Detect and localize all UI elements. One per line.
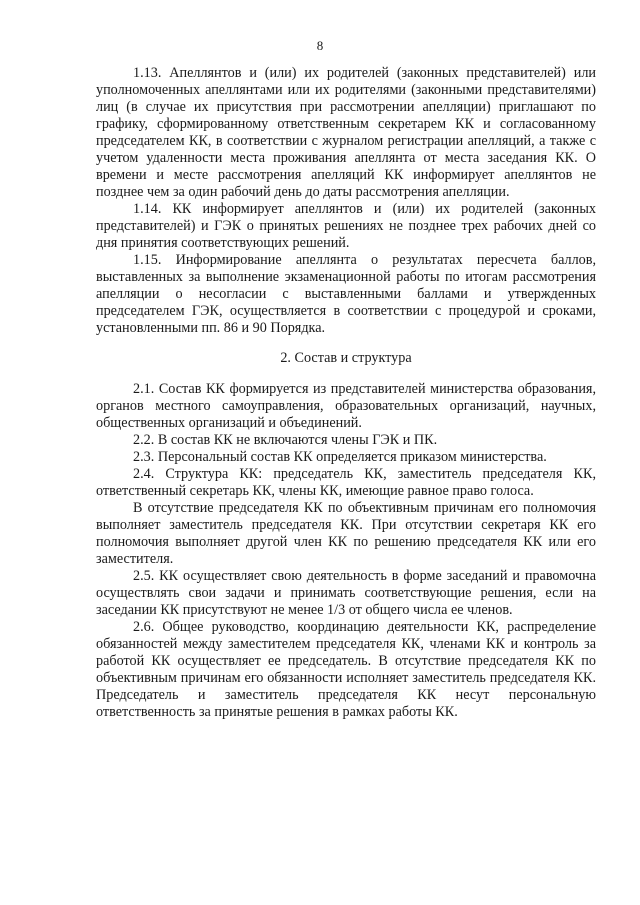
paragraph-2-6: 2.6. Общее руководство, координацию деятельности КК, распределение обязанностей между заместителем председателя КК, членами КК и контроль за работой КК осуществляет ее председатель. В отсутствие председателя КК по объективным причинам его обязанности исполняет заместитель председателя КК. Председатель и заместитель председателя КК несут персональную ответственность за принятые решения в рамках работы КК. [96,619,596,720]
section-heading: 2. Состав и структура [280,350,412,366]
page-number: 8 [316,38,324,53]
paragraph-2-4-absence: В отсутствие председателя КК по объективным причинам его полномочия выполняет заместитель председателя КК. При отсутствии секретаря КК его полномочия выполняет другой член КК по решению председателя КК или его заместителя. [96,500,596,567]
paragraph-2-3: 2.3. Персональный состав КК определяется приказом министерства. [133,449,547,465]
document-body [96,65,596,721]
paragraph-1-15: 1.15. Информирование апеллянта о результатах пересчета баллов, выставленных за выполнение экзаменационной работы по итогам рассмотрения апелляции о несогласии с выставленными баллами и утвержденных председателем ГЭК, осуществляется в соответствии с процедурой и сроками, установленными пп. 86 и 90 Порядка. [96,252,596,336]
paragraph-2-1: 2.1. Состав КК формируется из представителей министерства образования, органов местного самоуправления, образовательных организаций, научных, общественных организаций и объединений. [96,381,596,431]
paragraph-1-14: 1.14. КК информирует апеллянтов и (или) их родителей (законных представителей) и ГЭК о принятых решениях не позднее трех рабочих дней со дня принятия соответствующих решений. [96,201,596,251]
paragraph-2-5: 2.5. КК осуществляет свою деятельность в форме заседаний и правомочна осуществлять свои задачи и принимать соответствующие решения, если на заседании КК присутствуют не менее 1/3 от общего числа ее членов. [96,568,596,618]
paragraph-1-13: 1.13. Апеллянтов и (или) их родителей (законных представителей) или уполномоченных апеллянтами или их родителями (законными представителями) лиц (в случае их присутствия при рассмотрении апелляции) приглашают по графику, сформированному ответственным секретарем КК и согласованному председателем КК, в соответствии с журналом регистрации апелляций, а также с учетом удаленности места проживания апеллянта от места заседания КК. О времени и месте рассмотрения апелляций КК информирует апеллянтов не позднее чем за один рабочий день до даты рассмотрения апелляции. [96,65,596,200]
paragraph-2-2: 2.2. В состав КК не включаются члены ГЭК и ПК. [133,432,438,448]
paragraph-2-4: 2.4. Структура КК: председатель КК, заместитель председателя КК, ответственный секретарь КК, члены КК, имеющие равное право голоса. [96,466,596,499]
